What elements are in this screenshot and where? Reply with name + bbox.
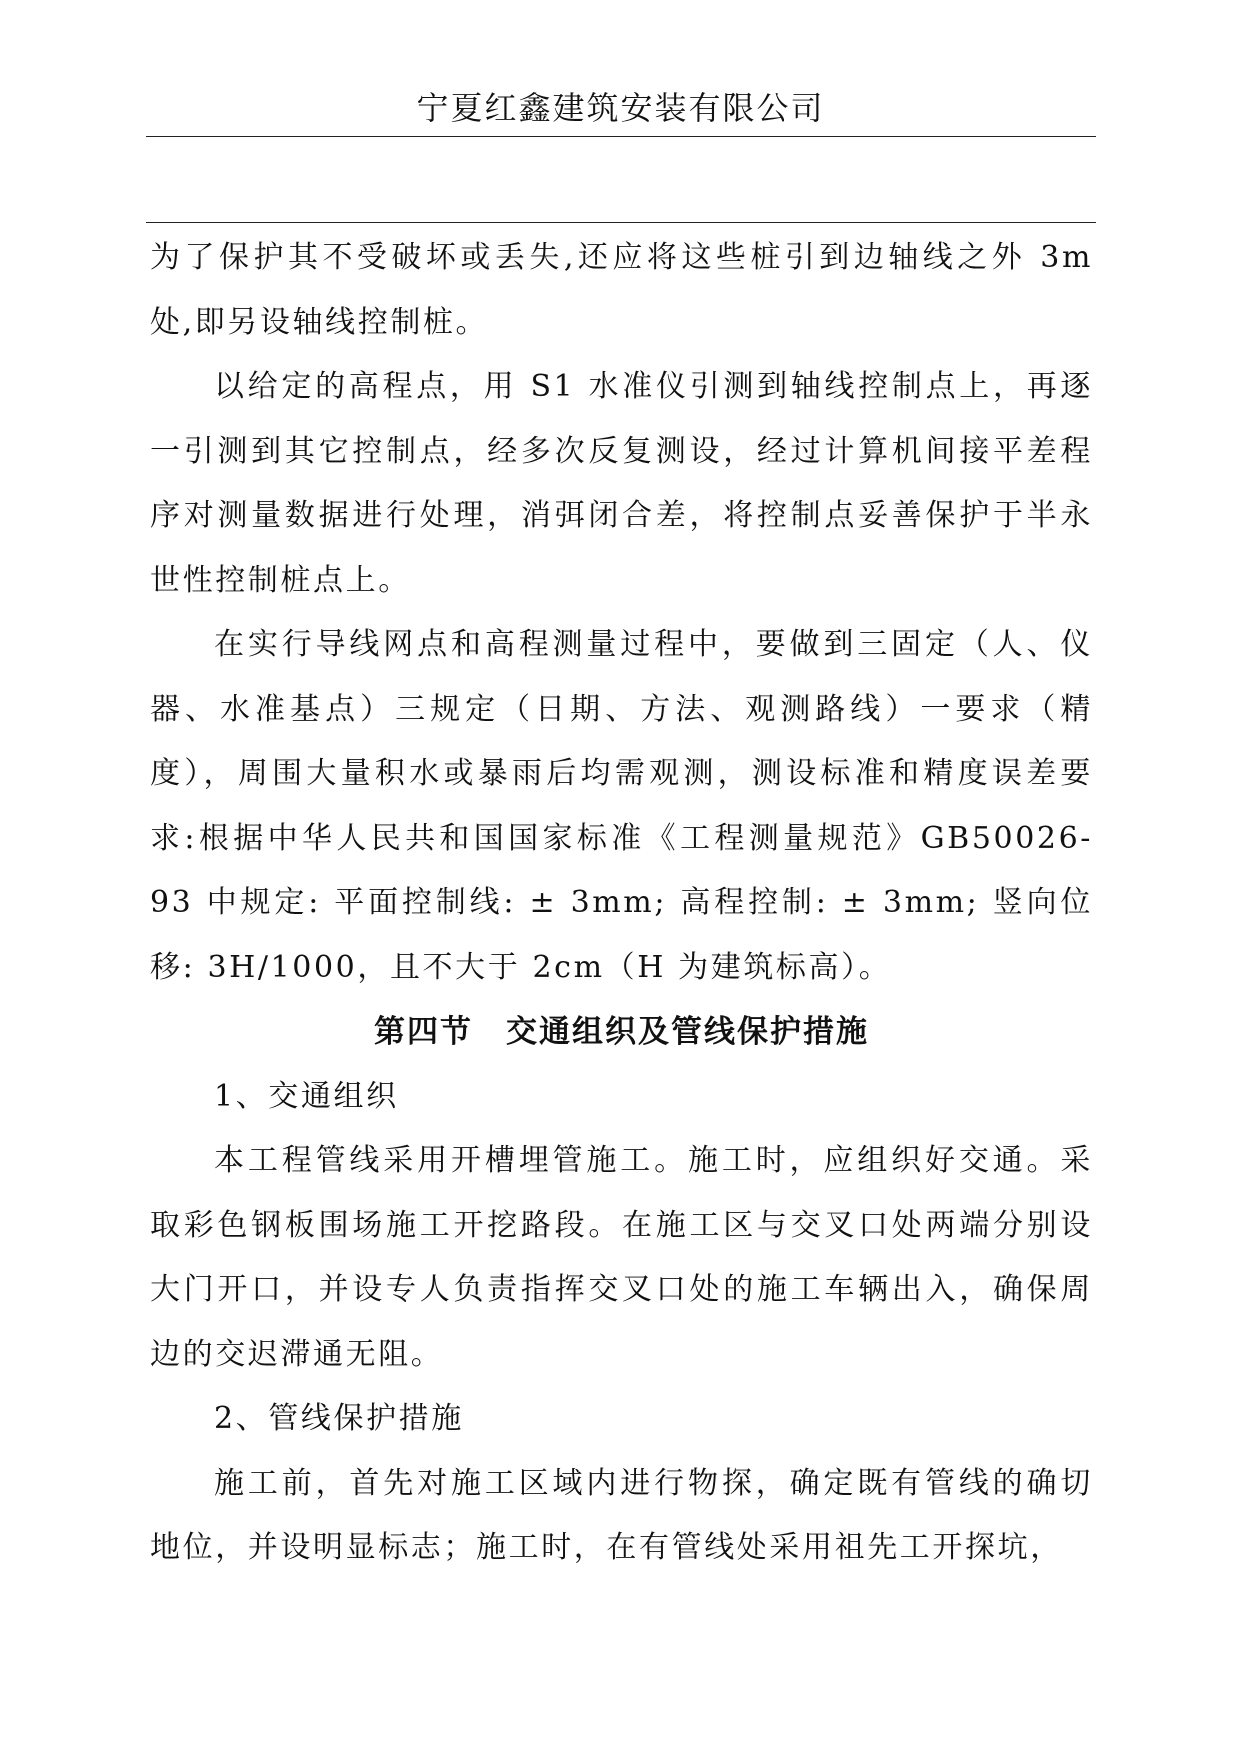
subsection-title-pipeline: 2、管线保护措施 — [214, 1401, 464, 1436]
subsection-title-traffic: 1、交通组织 — [214, 1078, 399, 1114]
content-top-divider — [146, 222, 1096, 223]
paragraph-continued: 为了保护其不受破坏或丢失,还应将这些桩引到边轴线之外 3m 处,即另设轴线控制桩。 — [150, 240, 1093, 340]
paragraph-survey-requirements: 在实行导线网点和高程测量过程中，要做到三固定（人、仪器、水准基点）三规定（日期、方法、观测路线）一要求（精度），周围大量积水或暴雨后均需观测，测设标准和精度误差要求:根据中华人民共和国国家标准《工程测量规范》GB50026-93 中规定: 平面控制线: ± 3mm; 高程控制: ± 3mm; 竖向位移: 3H/1000，且不大于 2cm（H 为建筑标高）。 — [150, 627, 1093, 985]
page-header-company: 宁夏红鑫建筑安装有限公司 — [416, 89, 825, 127]
header-divider — [146, 136, 1096, 137]
paragraph-traffic-organization: 本工程管线采用开槽埋管施工。施工时，应组织好交通。采取彩色钢板围场施工开挖路段。在施工区与交叉口处两端分别设大门开口，并设专人负责指挥交叉口处的施工车辆出入，确保周边的交迟滞通无阻。 — [150, 1143, 1093, 1372]
paragraph-pipeline-protection: 施工前，首先对施工区域内进行物探，确定既有管线的确切地位，并设明显标志；施工时，在有管线处采用祖先工开探坑， — [150, 1465, 1093, 1565]
section-heading: 第四节 交通组织及管线保护措施 — [374, 1014, 869, 1050]
paragraph-elevation-survey: 以给定的高程点，用 S1 水准仪引测到轴线控制点上，再逐一引测到其它控制点，经多次反复测设，经过计算机间接平差程序对测量数据进行处理，消弭闭合差，将控制点妥善保护于半永世性控制桩点上。 — [150, 369, 1093, 598]
document-body — [150, 226, 1093, 1581]
